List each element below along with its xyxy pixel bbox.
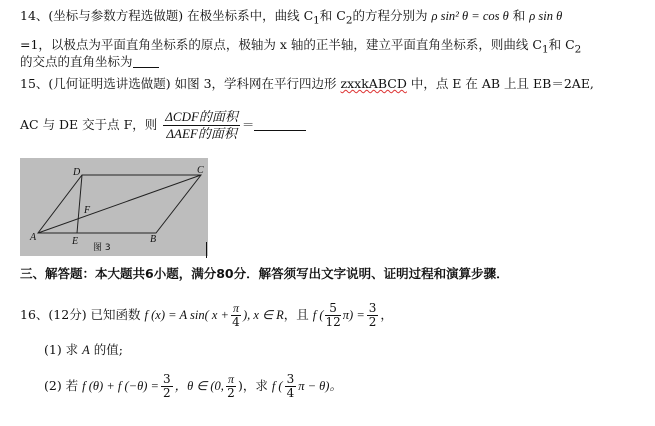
figure-3 <box>20 158 208 256</box>
equation-2: ρ sin θ <box>529 9 563 23</box>
label-a: A <box>30 232 37 243</box>
label-b: B <box>150 234 157 245</box>
parallelogram-diagram <box>20 158 208 256</box>
subscript: 2 <box>574 43 582 56</box>
q16-part1: (1) 求 A 的值; <box>44 342 123 357</box>
label-f: F <box>84 205 91 216</box>
answer-blank <box>254 130 306 131</box>
fraction-3-4: $\frac{3}{4}$ <box>286 372 295 400</box>
fraction-3-2: $\frac{3}{2}$ <box>368 301 377 329</box>
segment-de <box>77 175 82 233</box>
label-c: C <box>197 165 204 176</box>
q15-line1: 15、(几何证明选讲选做题) 如图 3，学科网在平行四边形 zxxkABCD 中，点 E 在 AB 上且 EB＝2AE, <box>20 76 594 91</box>
fraction-5-12: $\frac{5}{12}$ <box>325 301 341 329</box>
answer-blank <box>133 67 159 68</box>
area-ratio-fraction: $\frac{\text{ΔCDF的面积}}{\text{ΔAEF的面积}}$ <box>165 109 238 141</box>
q16-part2: (2) 若 f (θ) + f (−θ) = $\frac{3}{2}$ ，θ ∈ (0, $\frac{\pi}{2}$ )，求 f ( $\frac{3}{4}$ π − θ)。 <box>44 372 342 400</box>
fraction-pi-2: $\frac{\pi}{2}$ <box>227 372 235 400</box>
q15-line2: AC 与 DE 交于点 F，则 $\frac{\text{ΔCDF的面积}}{\text{ΔAEF的面积}}$ ＝ <box>20 107 306 143</box>
figure-caption: 图 3 <box>93 243 111 253</box>
section-3-heading: 三、解答题：本大题共6小题，满分80分．解答须写出文字说明、证明过程和演算步骤． <box>20 266 509 281</box>
text-cursor <box>206 242 207 258</box>
spellcheck-word: zxxkABCD <box>340 76 407 91</box>
subscript: 1 <box>313 14 320 27</box>
label-e: E <box>72 236 79 247</box>
q14-line3: 的交点的直角坐标为 <box>20 54 159 70</box>
equation-1: ρ sin² θ = cos θ <box>431 9 509 23</box>
q16-intro: 16、(12分) 已知函数 f (x) = A sin( x + $\frac{\pi}{4}$ ), x ∈ R，且 f ( $\frac{5}{12}$ π) = $\frac{3}{2}$ ， <box>20 301 393 329</box>
fraction-pi-4: $\frac{\pi}{4}$ <box>232 301 240 329</box>
q14-line2: =1，以极点为平面直角坐标系的原点，极轴为 x 轴的正半轴，建立平面直角坐标系，则曲线 $C_1$和 $C_2$ <box>20 37 582 56</box>
fraction-3-2b: $\frac{3}{2}$ <box>162 372 171 400</box>
diagonal-ac <box>38 175 201 233</box>
subscript: 1 <box>541 43 549 56</box>
q14-line1: 14、(坐标与参数方程选做题) 在极坐标系中，曲线 $C_1$和 $C_2$的方程分别为 ρ sin² θ = cos θ 和 ρ sin θ <box>20 8 563 27</box>
label-d: D <box>73 167 81 178</box>
subscript: 2 <box>345 14 353 27</box>
